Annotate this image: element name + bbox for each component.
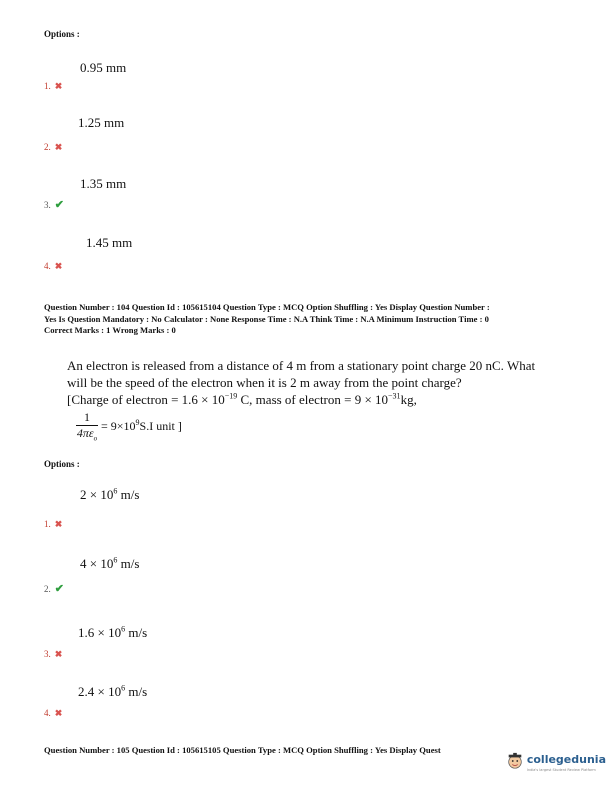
option-number: 3. ✔: [44, 199, 64, 211]
check-icon: ✔: [54, 199, 64, 211]
option-text: $2.4 \times 10^6$ m/s: [78, 683, 148, 699]
fraction: $\frac{1}{4\pi\varepsilon_o}$: [76, 410, 98, 443]
option-number: 1. ✖: [44, 519, 63, 529]
option-text: 1.25 mm: [78, 115, 125, 130]
option-text: $2 \times 10^6$ m/s: [80, 486, 140, 502]
check-icon: ✔: [54, 583, 64, 595]
option-number: 2. ✖: [44, 142, 63, 152]
options-label: Options :: [44, 459, 80, 469]
option-text: 1.45 mm: [86, 235, 133, 250]
wrong-icon: ✖: [54, 649, 63, 659]
wrong-icon: ✖: [54, 142, 63, 152]
option-number: 1. ✖: [44, 81, 63, 91]
constant-formula: $\frac{1}{4\pi\varepsilon_o}$ = $9\times 10^9S.I$ unit ]: [76, 410, 182, 443]
question-text: An electron is released from a distance of 4 m from a stationary point charge 20 nC. What will be the speed of the electron when it is 2 m away from the point charge? [Charge of electron = $1.6 \times 10^{-19}$ C, mass of electron = $9 \times 10^{-31}kg$,: [67, 358, 536, 407]
wrong-icon: ✖: [54, 81, 63, 91]
mascot-icon: [506, 752, 524, 770]
option-text: 0.95 mm: [80, 60, 127, 75]
wrong-icon: ✖: [54, 261, 63, 271]
option-number: 4. ✖: [44, 708, 63, 718]
collegedunia-logo: collegedunia India's largest Student Review Platform: [506, 750, 606, 772]
question-meta: Question Number : 104 Question Id : 105615104 Question Type : MCQ Option Shuffling : Yes Display Question Number : Yes Is Question Mandatory : No Calculator : None Response Time : N.A Think Time : N.A Minimum Instruction Time : 0 Correct Marks : 1 Wrong Marks : 0: [44, 302, 490, 335]
options-label: Options :: [44, 29, 80, 39]
question-meta: Question Number : 105 Question Id : 105615105 Question Type : MCQ Option Shuffling : Yes Display Quest: [44, 745, 441, 755]
option-text: 1.35 mm: [80, 176, 127, 191]
wrong-icon: ✖: [54, 519, 63, 529]
option-text: $4 \times 10^6$ m/s: [80, 555, 140, 571]
option-number: 2. ✔: [44, 583, 64, 595]
option-number: 3. ✖: [44, 649, 63, 659]
option-text: $1.6 \times 10^6$ m/s: [78, 624, 148, 640]
option-number: 4. ✖: [44, 261, 63, 271]
wrong-icon: ✖: [54, 708, 63, 718]
